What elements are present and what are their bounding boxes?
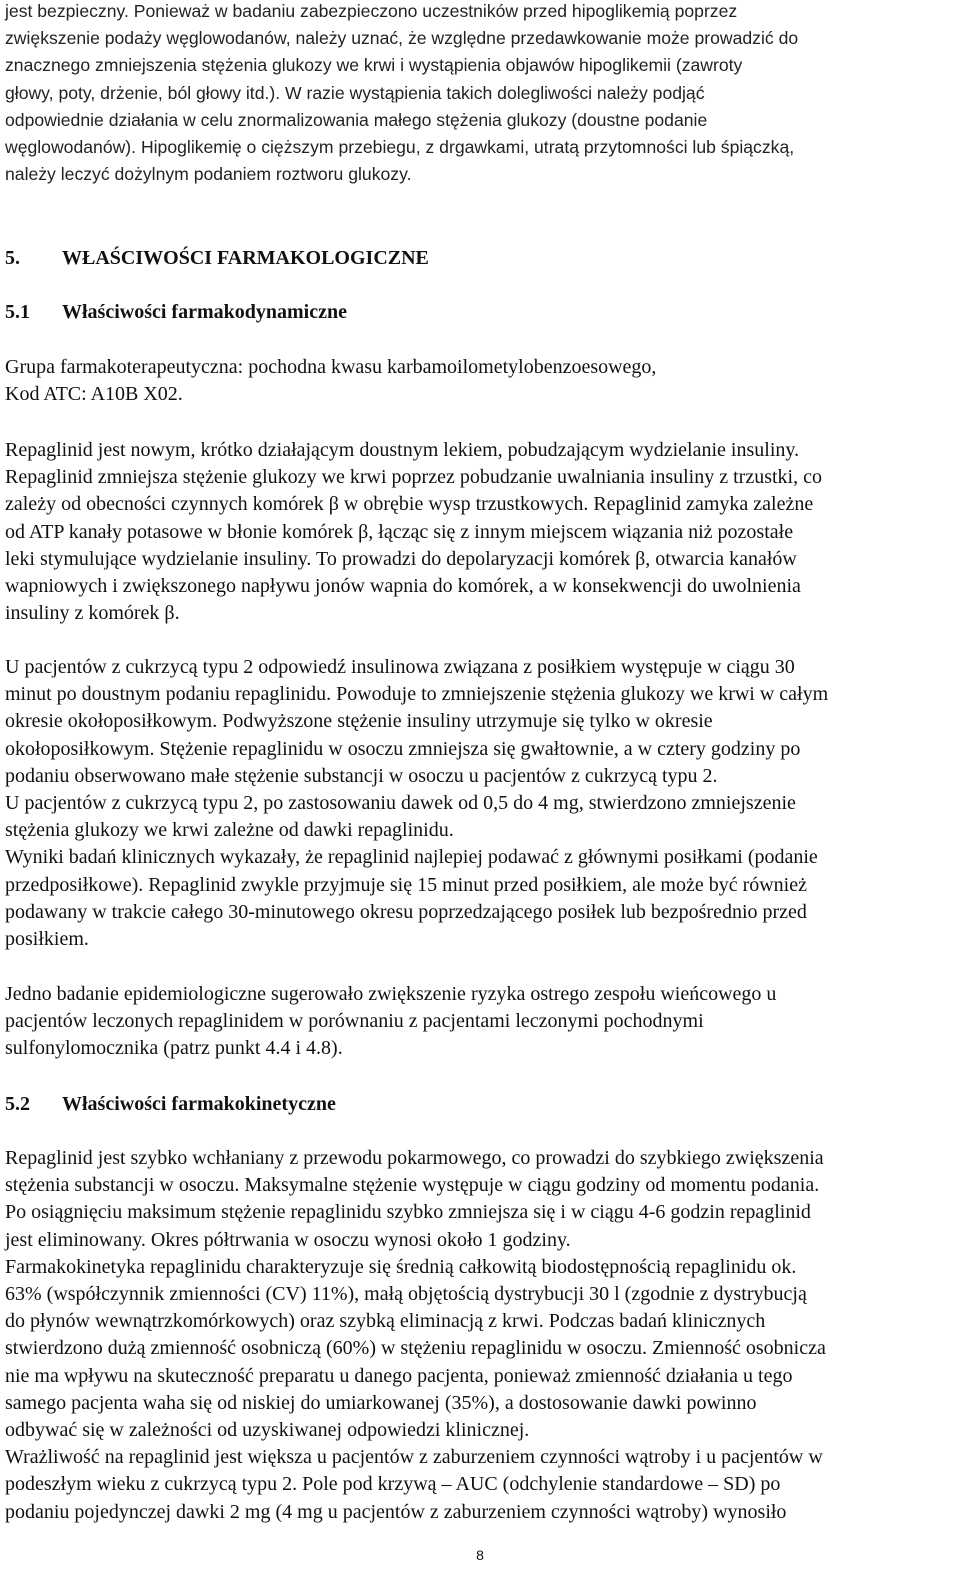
text-line: przedposiłkowe). Repaglinid zwykle przyjmuje się 15 minut przed posiłkiem, ale może być również xyxy=(5,873,807,896)
page-number: 8 xyxy=(476,1547,484,1563)
text-line: Repaglinid zmniejsza stężenie glukozy we krwi poprzez pobudzanie uwalniania insuliny z trzustki, co xyxy=(5,466,822,489)
section-5-2-heading xyxy=(5,1091,336,1118)
section-number: 5.1 xyxy=(5,301,30,323)
text-line: podeszłym wieku z cukrzycą typu 2. Pole pod krzywą – AUC (odchylenie standardowe – SD) po xyxy=(5,1473,781,1496)
text-line: Wrażliwość na repaglinid jest większa u pacjentów z zaburzeniem czynności wątroby i u pacjentów w xyxy=(5,1446,823,1469)
text-line: minut po doustnym podaniu repaglinidu. Powoduje to zmniejszenie stężenia glukozy we krwi w całym xyxy=(5,683,829,706)
text-line: podaniu pojedynczej dawki 2 mg (4 mg u pacjentów z zaburzeniem czynności wątroby) wynosiło xyxy=(5,1500,787,1523)
text-line: odpowiednie działania w celu znormalizowania małego stężenia glukozy (doustne podanie xyxy=(5,109,708,130)
text-line: należy leczyć dożylnym podaniem roztworu glukozy. xyxy=(5,164,412,185)
text-line: zwiększenie podaży węglowodanów, należy uznać, że względne przedawkowanie może prowadzić do xyxy=(5,28,799,49)
text-line: podawany w trakcie całego 30-minutowego okresu poprzedzającego posiłek lub bezpośrednio przed xyxy=(5,900,807,923)
section-number: 5. xyxy=(5,247,20,269)
pharmacokinetics-paragraph xyxy=(5,1145,826,1526)
text-line: insuliny z komórek β. xyxy=(5,602,180,625)
text-line: leki stymulujące wydzielanie insuliny. To prowadzi do depolaryzacji komórek β, otwarcia kanałów xyxy=(5,547,797,570)
text-line: Farmakokinetyka repaglinidu charakteryzuje się średnią całkowitą biodostępnością repaglinidu ok. xyxy=(5,1255,797,1278)
section-title: Właściwości farmakodynamiczne xyxy=(62,301,347,323)
text-line: Grupa farmakoterapeutyczna: pochodna kwasu karbamoilometylobenzoesowego, xyxy=(5,356,657,378)
text-line: pacjentów leczonych repaglinidem w porównaniu z pacjentami leczonymi pochodnymi xyxy=(5,1010,704,1033)
text-line: do płynów wewnątrzkomórkowych) oraz szybką eliminacją z krwi. Podczas badań klinicznych xyxy=(5,1310,766,1333)
text-line: Po osiągnięciu maksimum stężenie repaglinidu szybko zmniejsza się i w ciągu 4-6 godzin repaglinid xyxy=(5,1201,811,1224)
text-line: 63% (współczynnik zmienności (CV) 11%), małą objętością dystrybucji 30 l (zgodnie z dystrybucją xyxy=(5,1283,807,1306)
text-line: odbywać się w zależności od uzyskiwanej odpowiedzi klinicznej. xyxy=(5,1419,530,1442)
section-number: 5.2 xyxy=(5,1093,30,1115)
text-line: Repaglinid jest nowym, krótko działającym doustnym lekiem, pobudzającym wydzielanie insuliny. xyxy=(5,439,800,461)
text-line: Jedno badanie epidemiologiczne sugerowało zwiększenie ryzyka ostrego zespołu wieńcowego u xyxy=(5,983,777,1005)
text-line: od ATP kanały potasowe w błonie komórek β, łącząc się z innym miejscem wiązania niż pozostałe xyxy=(5,520,794,543)
text-line: stężenia substancji w osoczu. Maksymalne stężenie występuje w ciągu godziny od momentu podania. xyxy=(5,1174,820,1197)
text-line: nie ma wpływu na skuteczność preparatu u danego pacjenta, ponieważ zmienność działania u tego xyxy=(5,1364,793,1387)
text-line: posiłkiem. xyxy=(5,928,89,951)
text-line: okołoposiłkowym. Stężenie repaglinidu w osoczu zmniejsza się gwałtownie, a w cztery godziny po xyxy=(5,737,801,760)
text-line: okresie okołoposiłkowym. Podwyższone stężenie insuliny utrzymuje się tylko w okresie xyxy=(5,710,713,733)
text-line: jest eliminowany. Okres półtrwania w osoczu wynosi około 1 godziny. xyxy=(5,1228,571,1251)
text-line: stężenia glukozy we krwi zależne od dawki repaglinidu. xyxy=(5,819,454,842)
text-line: stwierdzono dużą zmienność osobniczą (60%) w stężeniu repaglinidu w osoczu. Zmienność osobnicza xyxy=(5,1337,826,1360)
mechanism-paragraph xyxy=(5,437,822,627)
text-line: jest bezpieczny. Ponieważ w badaniu zabezpieczono uczestników przed hipoglikemią poprzez xyxy=(5,1,738,21)
text-line: podaniu obserwowano małe stężenie substancji w osoczu u pacjentów z cukrzycą typu 2. xyxy=(5,764,718,787)
section-title: WŁAŚCIWOŚCI FARMAKOLOGICZNE xyxy=(62,247,429,269)
section-5-1-heading xyxy=(5,299,347,326)
intro-paragraph xyxy=(5,0,798,188)
section-5-heading xyxy=(5,245,429,272)
text-line: sulfonylomocznika (patrz punkt 4.4 i 4.8). xyxy=(5,1037,343,1060)
text-line: U pacjentów z cukrzycą typu 2 odpowiedź insulinowa związana z posiłkiem występuje w ciągu 30 xyxy=(5,656,795,678)
text-line: zależy od obecności czynnych komórek β w obrębie wysp trzustkowych. Repaglinid zamyka zależne xyxy=(5,493,814,516)
text-line: U pacjentów z cukrzycą typu 2, po zastosowaniu dawek od 0,5 do 4 mg, stwierdzono zmniejszenie xyxy=(5,792,796,815)
epidemiology-paragraph xyxy=(5,981,776,1063)
text-line: wapniowych i zwiększonego napływu jonów wapnia do komórek, a w konsekwencji do uwolnienia xyxy=(5,575,801,598)
text-line: Repaglinid jest szybko wchłaniany z przewodu pokarmowego, co prowadzi do szybkiego zwiększenia xyxy=(5,1147,824,1169)
pharmacotherapeutic-group xyxy=(5,354,656,408)
text-line: samego pacjenta waha się od niskiej do umiarkowanej (35%), a dostosowanie dawki powinno xyxy=(5,1391,757,1414)
text-line: węglowodanów). Hipoglikemię o cięższym przebiegu, z drgawkami, utratą przytomności lub śpiączką, xyxy=(5,137,795,158)
text-line: Kod ATC: A10B X02. xyxy=(5,383,183,406)
text-line: głowy, poty, drżenie, ból głowy itd.). W razie wystąpienia takich dolegliwości należy podjąć xyxy=(5,82,705,103)
text-line: Wyniki badań klinicznych wykazały, że repaglinid najlepiej podawać z głównymi posiłkami (podanie xyxy=(5,846,818,869)
text-line: znacznego zmniejszenia stężenia glukozy we krwi i wystąpienia objawów hipoglikemii (zawroty xyxy=(5,55,743,76)
clinical-paragraph xyxy=(5,654,828,953)
section-title: Właściwości farmakokinetyczne xyxy=(62,1093,336,1115)
